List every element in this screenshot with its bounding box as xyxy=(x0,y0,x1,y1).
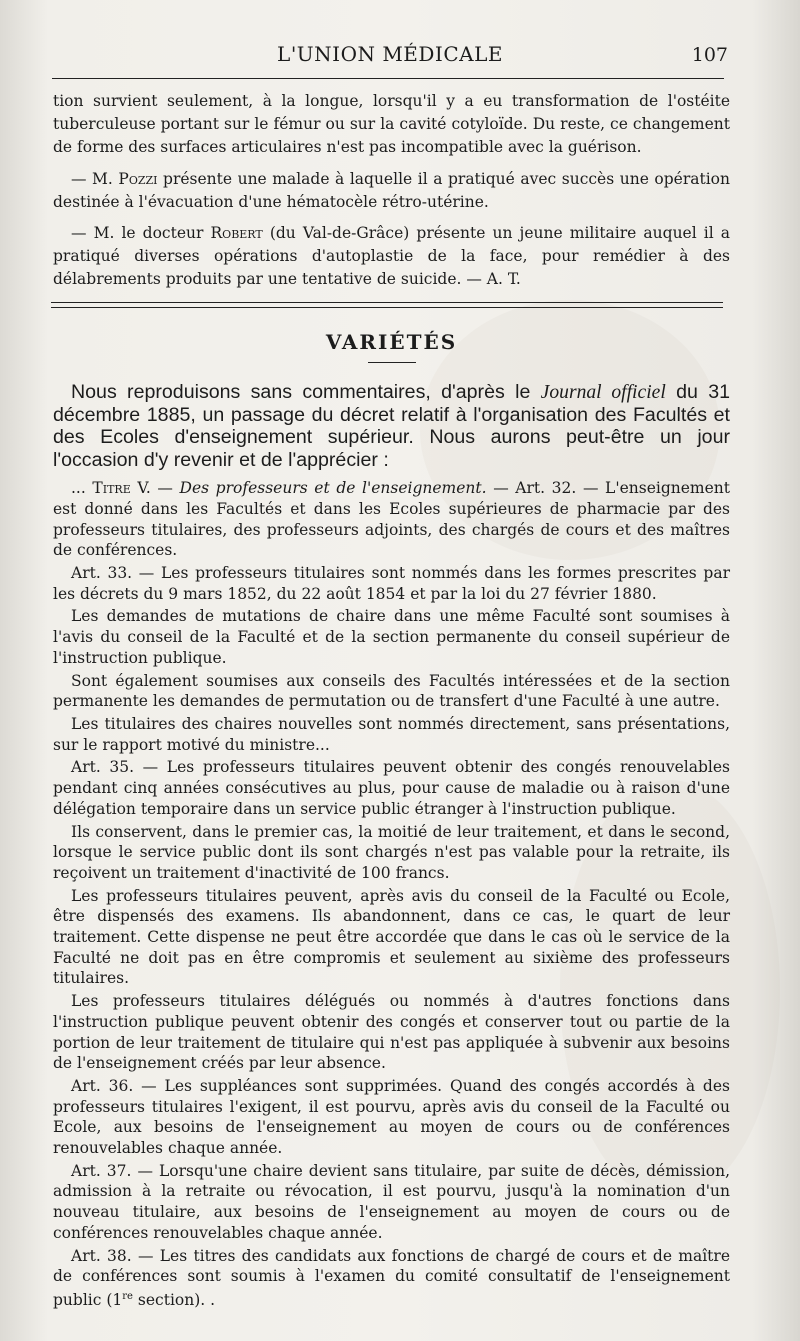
decree-paragraph: Art. 38. — Les titres des candidats aux fonctions de chargé de cours et de maître de conférences sont soumis à l'examen du comité consultatif de l'enseignement public (1re section). . xyxy=(53,1246,730,1310)
title-rule xyxy=(368,362,416,363)
page-number: 107 xyxy=(691,44,728,66)
person-name: Pozzi xyxy=(118,169,158,188)
intro-paragraph: Nous reproduisons sans commentaires, d'après le Journal officiel du 31 décembre 1885, un passage du décret relatif à l'organisation des Facultés et des Ecoles d'enseignement supérieur. Nous aurons peut-être un jour l'occasion d'y revenir et de l'apprécier : xyxy=(53,380,731,471)
decree-paragraph: Les professeurs titulaires délégués ou nommés à d'autres fonctions dans l'instruction publique peuvent obtenir des congés et conserver tout ou partie de la portion de leur traitement de titulaire qui n'est pas appliquée à subvenir aux besoins de l'enseignement créés par leur absence. xyxy=(53,992,730,1073)
section-title: VARIÉTÉS xyxy=(325,329,458,354)
decree-excerpt xyxy=(53,478,730,1311)
decree-paragraph: Art. 33. — Les professeurs titulaires sont nommés dans les formes prescrites par les décrets du 9 mars 1852, du 22 août 1854 et par la loi du 27 février 1880. xyxy=(53,564,730,603)
decree-paragraph: Les professeurs titulaires peuvent, après avis du conseil de la Faculté ou Ecole, être dispensés des examens. Ils abandonnent, dans ce cas, le quart de leur traitement. Cette dispense ne peut être accordée que dans le cas où le service de la Faculté ne doit pas en être compromis et seulement au sixième des professeurs titulaires. xyxy=(53,886,730,988)
decree-paragraph: Art. 35. — Les professeurs titulaires peuvent obtenir des congés renouvelables pendant cinq années consécutives au plus, pour cause de maladie ou à raison d'une délégation temporaire dans un service public étranger à l'instruction publique. xyxy=(53,758,730,818)
journal-name: Journal officiel xyxy=(540,381,666,403)
decree-paragraph: ... Titre V. — Des professeurs et de l'enseignement. — Art. 32. — L'enseignement est donné dans les Facultés et dans les Ecoles supérieures de pharmacie par des professeurs titulaires, des professeurs adjoints, des chargés de cours et des maîtres de conférences. xyxy=(53,479,731,560)
decree-paragraph: Art. 36. — Les suppléances sont supprimées. Quand des congés accordés à des professeurs titulaires l'exigent, il est pourvu, après avis du conseil de la Faculté ou Ecole, aux besoins de l'enseignement au moyen de cours ou de conférences renouvelables chaque année. xyxy=(53,1076,730,1158)
news-paragraph: — M. le docteur Robert (du Val-de-Grâce) présente un jeune militaire auquel il a pratiqué diverses opérations d'autoplastie de la face, pour remédier à des délabrements produits par une tentative de suicide. — A. T. xyxy=(53,224,730,289)
person-name: Robert xyxy=(210,224,263,243)
section-divider xyxy=(51,302,723,308)
news-paragraph: tion survient seulement, à la longue, lorsqu'il y a eu transformation de l'ostéite tuberculeuse portant sur le fémur ou sur la cavité cotyloïde. Du reste, ce changement de forme des surfaces articulaires n'est pas incompatible avec la guérison. xyxy=(53,92,730,157)
header-rule xyxy=(52,78,724,79)
decree-paragraph: Les titulaires des chaires nouvelles sont nommés directement, sans présentations, sur le rapport motivé du ministre... xyxy=(53,714,730,754)
decree-paragraph: Les demandes de mutations de chaire dans une même Faculté sont soumises à l'avis du conseil de la Faculté et de la section permanente du conseil supérieur de l'instruction publique. xyxy=(53,607,730,667)
page-body xyxy=(53,90,730,1311)
decree-paragraph: Ils conservent, dans le premier cas, la moitié de leur traitement, et dans le second, lorsque le service public dont ils sont chargés n'est pas valable pour la retraite, ils reçoivent un traitement d'inactivité de 100 francs. xyxy=(53,822,730,882)
decree-paragraph: Art. 37. — Lorsqu'une chaire devient sans titulaire, par suite de décès, démission, admission à la retraite ou révocation, il est pourvu, jusqu'à la nomination d'un nouveau titulaire, aux besoins de l'enseignement au moyen de cours ou de conférences renouvelables chaque année. xyxy=(53,1161,730,1242)
news-section xyxy=(53,90,730,292)
page-header xyxy=(52,38,728,78)
running-title: L'UNION MÉDICALE xyxy=(277,42,503,66)
title-heading: Des professeurs et de l'enseignement. xyxy=(179,479,487,498)
news-paragraph: — M. Pozzi présente une malade à laquelle il a pratiqué avec succès une opération destinée à l'évacuation d'une hématocèle rétro-utérine. xyxy=(53,169,730,211)
decree-paragraph: Sont également soumises aux conseils des Facultés intéressées et de la section permanente les demandes de permutation ou de transfert d'une Faculté à une autre. xyxy=(53,671,730,711)
